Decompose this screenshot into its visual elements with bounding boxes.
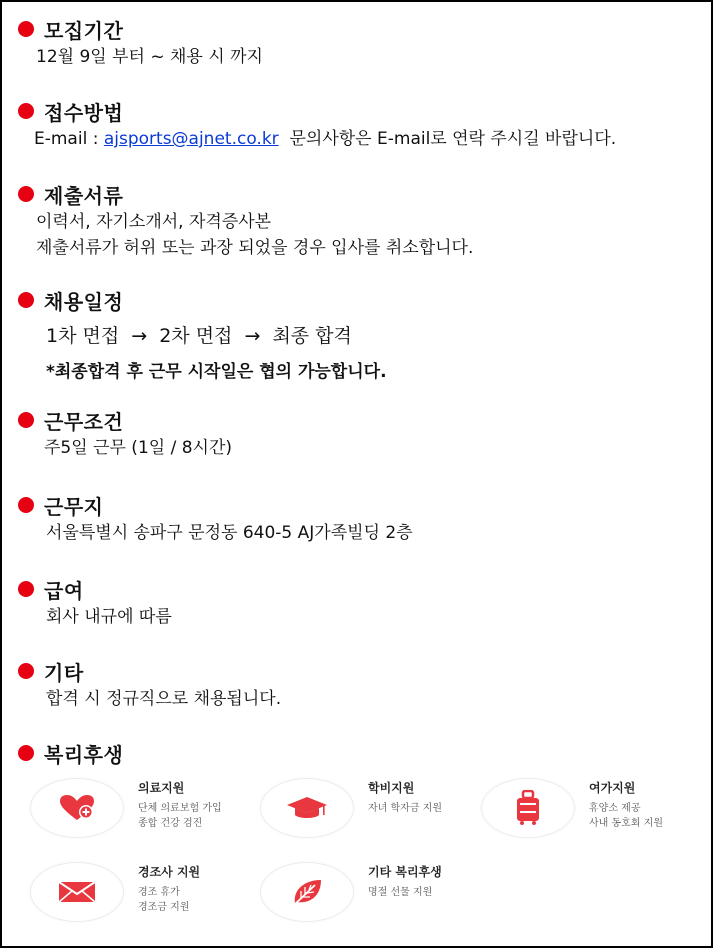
arrow-right-icon: → bbox=[131, 325, 148, 347]
benefit-icon-circle bbox=[481, 778, 575, 838]
email-note: 문의사항은 E-mail로 연락 주시길 바랍니다. bbox=[278, 129, 617, 149]
section-title: 제출서류 bbox=[44, 183, 124, 208]
section-title: 급여 bbox=[44, 578, 84, 603]
email-link[interactable]: ajsports@ajnet.co.kr bbox=[103, 129, 279, 149]
benefit-line: 경조 휴가 bbox=[138, 887, 180, 898]
benefit-tuition bbox=[260, 778, 490, 840]
section-salary bbox=[2, 574, 702, 630]
section-title: 채용일정 bbox=[44, 289, 124, 314]
documents-line-2: 제출서류가 허위 또는 과장 되었을 경우 입사를 취소합니다. bbox=[36, 238, 474, 258]
bullet-dot-icon bbox=[18, 21, 34, 37]
benefit-title: 학비지원 bbox=[368, 781, 415, 795]
schedule-step: 최종 합격 bbox=[272, 325, 352, 347]
section-schedule bbox=[2, 285, 702, 385]
benefit-medical bbox=[30, 778, 260, 840]
benefit-title: 의료지원 bbox=[138, 781, 185, 795]
section-recruit-period bbox=[2, 14, 702, 70]
benefit-line: 자녀 학자금 지원 bbox=[368, 803, 442, 814]
benefit-line: 단체 의료보험 가입 bbox=[138, 803, 222, 814]
section-title: 근무지 bbox=[44, 494, 104, 519]
schedule-step: 1차 면접 bbox=[46, 325, 120, 347]
section-text: 주5일 근무 (1일 / 8시간) bbox=[44, 438, 233, 458]
bullet-dot-icon bbox=[18, 745, 34, 761]
section-welfare bbox=[2, 738, 702, 768]
benefit-line: 명절 선물 지원 bbox=[368, 887, 433, 898]
bullet-dot-icon bbox=[18, 103, 34, 119]
benefit-line: 종합 건강 검진 bbox=[138, 818, 203, 829]
section-title: 기타 bbox=[44, 660, 84, 685]
bullet-dot-icon bbox=[18, 497, 34, 513]
section-text: 합격 시 정규직으로 채용됩니다. bbox=[46, 689, 282, 709]
arrow-right-icon: → bbox=[244, 325, 261, 347]
benefit-leisure bbox=[481, 778, 711, 840]
benefit-line: 휴양소 제공 bbox=[589, 803, 641, 814]
section-text bbox=[2, 126, 702, 152]
section-location bbox=[2, 490, 702, 546]
section-text: 12월 9일 부터 ~ 채용 시 까지 bbox=[36, 47, 263, 67]
benefit-line: 경조금 지원 bbox=[138, 902, 190, 913]
luggage-icon bbox=[513, 790, 543, 826]
schedule-note: *최종합격 후 근무 시작일은 협의 가능합니다. bbox=[46, 362, 387, 382]
email-prefix: E-mail : bbox=[34, 129, 104, 149]
benefit-title: 여가지원 bbox=[589, 781, 636, 795]
leaf-icon bbox=[289, 877, 325, 907]
bullet-dot-icon bbox=[18, 186, 34, 202]
documents-line-1: 이력서, 자기소개서, 자격증사본 bbox=[36, 212, 272, 232]
bullet-dot-icon bbox=[18, 663, 34, 679]
section-text: 회사 내규에 따름 bbox=[46, 607, 172, 627]
section-etc bbox=[2, 656, 702, 712]
graduation-cap-icon bbox=[285, 793, 329, 823]
benefit-title: 기타 복리후생 bbox=[368, 865, 442, 879]
bullet-dot-icon bbox=[18, 581, 34, 597]
section-text: 서울특별시 송파구 문정동 640-5 AJ가족빌딩 2층 bbox=[46, 523, 413, 543]
bullet-dot-icon bbox=[18, 292, 34, 308]
section-title: 복리후생 bbox=[44, 742, 124, 767]
section-title: 근무조건 bbox=[44, 409, 124, 434]
benefit-icon-circle bbox=[30, 862, 124, 922]
benefit-title: 경조사 지원 bbox=[138, 865, 201, 879]
section-title: 접수방법 bbox=[44, 100, 124, 125]
section-documents bbox=[2, 179, 702, 261]
section-conditions bbox=[2, 405, 702, 461]
benefit-other bbox=[260, 862, 490, 924]
benefit-icon-circle bbox=[30, 778, 124, 838]
schedule-steps bbox=[2, 321, 702, 351]
benefit-family-events bbox=[30, 862, 260, 924]
section-title: 모집기간 bbox=[44, 18, 124, 43]
bullet-dot-icon bbox=[18, 412, 34, 428]
benefit-line: 사내 동호회 지원 bbox=[589, 818, 663, 829]
section-apply-method bbox=[2, 96, 702, 152]
heart-plus-icon bbox=[57, 793, 97, 823]
envelope-icon bbox=[57, 879, 97, 905]
benefit-icon-circle bbox=[260, 862, 354, 922]
benefit-icon-circle bbox=[260, 778, 354, 838]
schedule-step: 2차 면접 bbox=[159, 325, 233, 347]
